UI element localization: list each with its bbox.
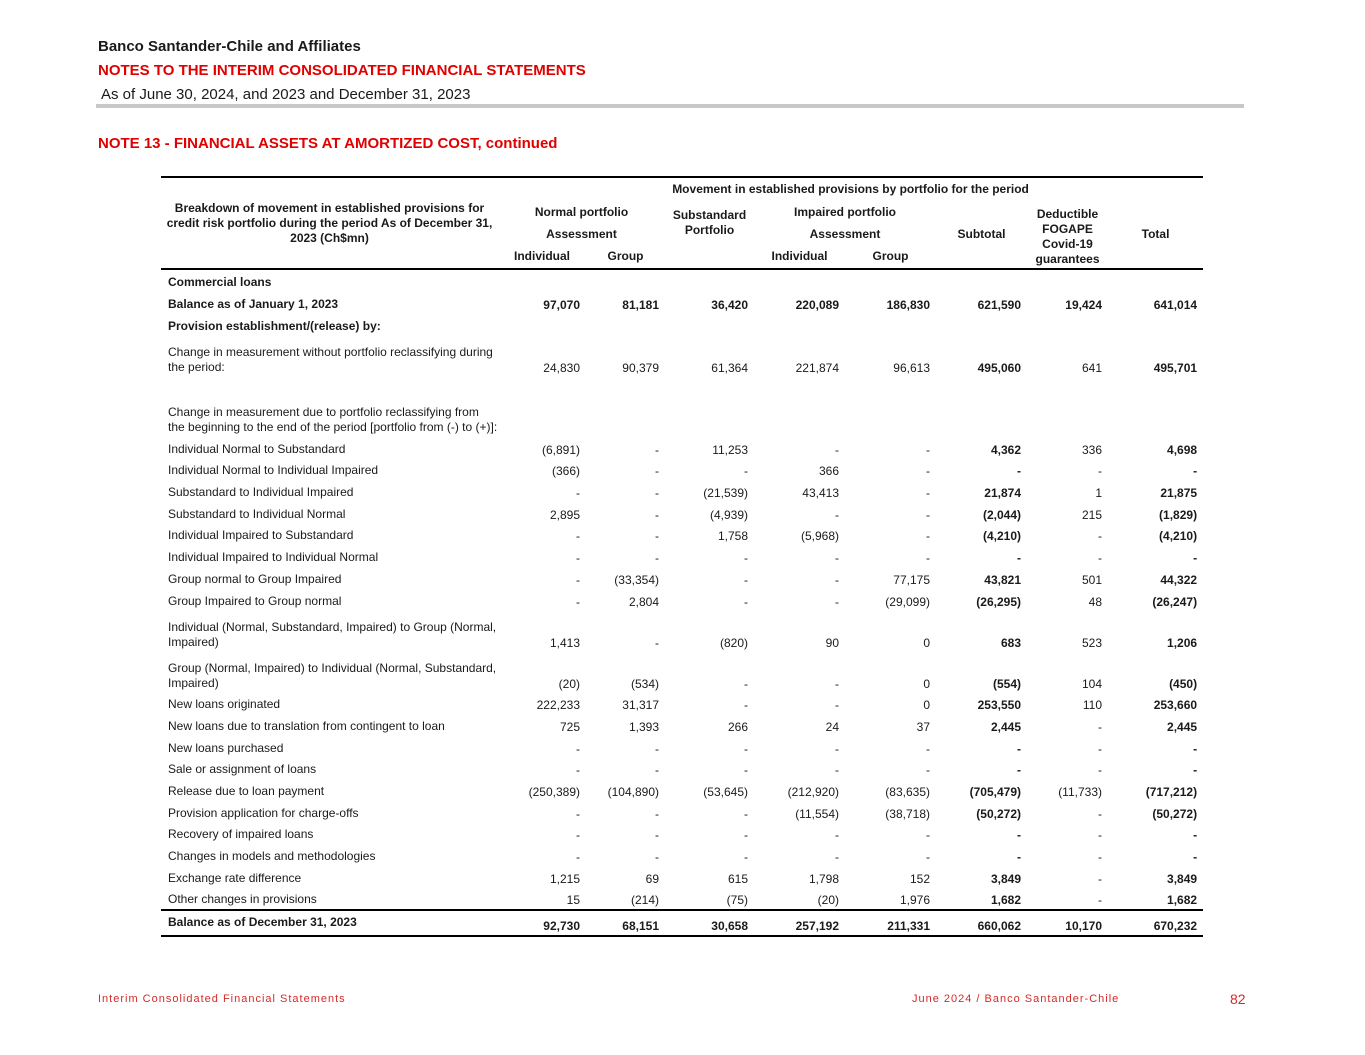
row-label: Individual (Normal, Substandard, Impaired) to Group (Normal, Impaired) bbox=[168, 619, 497, 649]
row-label: Other changes in provisions bbox=[168, 892, 317, 907]
row-value: - bbox=[926, 763, 930, 778]
row-value: - bbox=[1098, 529, 1102, 544]
row-value bbox=[754, 314, 845, 336]
row-label: Change in measurement due to portfolio reclassifying from the beginning to the end of the period [portfolio from (-) to (+)]: bbox=[168, 405, 498, 434]
row-value: - bbox=[1017, 850, 1021, 864]
row-value: (5,968) bbox=[800, 529, 839, 544]
row-value: 48 bbox=[1088, 594, 1102, 609]
row-label: Balance as of December 31, 2023 bbox=[161, 910, 498, 936]
table-row bbox=[161, 801, 1203, 823]
row-value: 21,874 bbox=[984, 486, 1021, 501]
row-value: 366 bbox=[818, 464, 839, 479]
column-header-assessment-impaired: Assessment bbox=[809, 226, 881, 241]
row-value bbox=[754, 269, 845, 292]
row-value: (104,890) bbox=[607, 784, 659, 799]
row-value bbox=[498, 377, 586, 437]
row-value: 495,701 bbox=[1153, 361, 1198, 375]
row-value: - bbox=[835, 763, 839, 778]
row-value: - bbox=[1017, 828, 1021, 843]
row-value: (26,247) bbox=[1152, 594, 1198, 609]
row-value: - bbox=[926, 529, 930, 544]
row-value: (2,044) bbox=[982, 507, 1021, 522]
row-label: Change in measurement without portfolio reclassifying during the period: bbox=[168, 345, 493, 374]
row-value bbox=[1108, 314, 1203, 336]
row-value: 253,660 bbox=[1153, 698, 1198, 713]
row-value: 152 bbox=[909, 871, 930, 886]
row-value: - bbox=[655, 828, 659, 843]
row-value: 15 bbox=[566, 893, 580, 908]
row-value: 1,215 bbox=[549, 871, 580, 886]
column-header-movement: Movement in established provisions by portfolio for the period bbox=[498, 177, 1203, 201]
provisions-table bbox=[161, 176, 1203, 937]
row-value: - bbox=[835, 676, 839, 691]
row-value: 725 bbox=[559, 719, 580, 734]
row-value: 1,976 bbox=[899, 893, 930, 908]
row-value: - bbox=[1098, 719, 1102, 734]
row-value: - bbox=[1098, 850, 1102, 864]
row-label: Release due to loan payment bbox=[168, 783, 325, 798]
row-value: (38,718) bbox=[885, 806, 930, 821]
row-value: - bbox=[1017, 741, 1021, 756]
table-body bbox=[161, 269, 1203, 936]
table-row bbox=[161, 292, 1203, 314]
row-value: (1,829) bbox=[1159, 507, 1198, 522]
table-row bbox=[161, 336, 1203, 377]
row-value: 44,322 bbox=[1160, 572, 1198, 587]
row-value: - bbox=[1193, 464, 1198, 479]
row-value: - bbox=[744, 806, 748, 821]
row-value: - bbox=[744, 464, 748, 479]
row-value: 30,658 bbox=[665, 910, 754, 936]
row-value: - bbox=[744, 850, 748, 864]
row-value: - bbox=[655, 741, 659, 756]
row-value bbox=[586, 377, 665, 437]
row-value: (705,479) bbox=[969, 784, 1021, 799]
table-row bbox=[161, 652, 1203, 693]
row-value: - bbox=[576, 572, 580, 587]
row-value bbox=[586, 269, 665, 292]
row-value: - bbox=[1017, 763, 1021, 778]
row-value: - bbox=[1098, 551, 1102, 566]
row-label: Exchange rate difference bbox=[168, 870, 302, 885]
column-header-description: Breakdown of movement in established provisions for credit risk portfolio during the period As of December 31, 2023 (Ch$mn) bbox=[161, 177, 498, 269]
row-value: - bbox=[835, 594, 839, 609]
note-title: NOTE 13 - FINANCIAL ASSETS AT AMORTIZED COST, continued bbox=[98, 135, 558, 152]
row-label: Commercial loans bbox=[168, 275, 272, 289]
row-value: (11,554) bbox=[795, 806, 839, 821]
row-value: 266 bbox=[727, 719, 748, 734]
row-value: - bbox=[744, 572, 748, 587]
row-value: - bbox=[655, 763, 659, 778]
row-value: - bbox=[576, 763, 580, 778]
row-value: 11,253 bbox=[712, 442, 748, 457]
row-value: 43,413 bbox=[802, 486, 839, 501]
row-value: - bbox=[835, 442, 839, 457]
row-value: - bbox=[835, 698, 839, 713]
row-value: (212,920) bbox=[787, 784, 839, 799]
row-value: - bbox=[576, 828, 580, 843]
footer-right: June 2024 / Banco Santander-Chile bbox=[912, 993, 1120, 1005]
table-row bbox=[161, 714, 1203, 736]
row-value: 69 bbox=[645, 871, 659, 886]
row-value: 68,151 bbox=[586, 910, 665, 936]
row-value: - bbox=[744, 551, 748, 566]
row-value: 336 bbox=[1081, 442, 1102, 457]
row-value bbox=[498, 269, 586, 292]
row-value: - bbox=[1017, 464, 1021, 479]
row-value: - bbox=[1193, 741, 1198, 756]
row-label: Substandard to Individual Normal bbox=[168, 506, 346, 521]
row-value: - bbox=[1098, 871, 1102, 886]
row-label: New loans due to translation from contingent to loan bbox=[168, 718, 445, 733]
row-value: (29,099) bbox=[885, 594, 930, 609]
row-label: Individual Normal to Substandard bbox=[168, 441, 346, 456]
row-label: Individual Impaired to Substandard bbox=[168, 528, 354, 543]
row-value: - bbox=[655, 442, 659, 457]
row-value: 670,232 bbox=[1108, 910, 1203, 936]
row-value: - bbox=[1098, 828, 1102, 843]
row-value: - bbox=[576, 486, 580, 501]
row-value: 186,830 bbox=[886, 298, 930, 312]
row-label: Balance as of January 1, 2023 bbox=[168, 297, 339, 311]
row-value: 2,804 bbox=[628, 594, 659, 609]
row-value: 104 bbox=[1081, 676, 1102, 691]
row-value: 1,393 bbox=[628, 719, 659, 734]
row-value: (820) bbox=[719, 635, 748, 650]
row-value: 92,730 bbox=[498, 910, 586, 936]
row-value: - bbox=[835, 572, 839, 587]
row-value bbox=[1027, 269, 1108, 292]
row-value: - bbox=[1098, 763, 1102, 778]
row-value: - bbox=[576, 850, 580, 864]
row-value: - bbox=[1193, 551, 1198, 566]
table-row bbox=[161, 502, 1203, 524]
row-value: (250,389) bbox=[528, 784, 580, 799]
row-value: 1,413 bbox=[549, 635, 580, 650]
row-value: 3,849 bbox=[990, 871, 1021, 886]
row-value: - bbox=[1193, 828, 1198, 843]
row-value: 90 bbox=[825, 635, 839, 650]
row-value: (83,635) bbox=[885, 784, 930, 799]
row-value: - bbox=[1098, 893, 1102, 908]
column-header-group-impaired: Group bbox=[845, 245, 936, 269]
page-number: 82 bbox=[1230, 991, 1246, 1007]
column-header-subtotal: Subtotal bbox=[936, 201, 1027, 269]
row-value: 615 bbox=[727, 871, 748, 886]
row-value: (26,295) bbox=[976, 594, 1021, 609]
row-label: New loans purchased bbox=[168, 740, 284, 755]
row-value: - bbox=[926, 507, 930, 522]
row-value: 641,014 bbox=[1153, 298, 1198, 312]
row-value bbox=[754, 377, 845, 437]
row-value: 43,821 bbox=[984, 572, 1021, 587]
row-value: - bbox=[655, 806, 659, 821]
row-value: 24 bbox=[825, 719, 839, 734]
row-value: - bbox=[926, 442, 930, 457]
row-value: 2,445 bbox=[990, 719, 1021, 734]
table-row bbox=[161, 377, 1203, 437]
table-row bbox=[161, 693, 1203, 715]
table-row bbox=[161, 589, 1203, 611]
row-value: 0 bbox=[923, 635, 930, 650]
row-value: (554) bbox=[992, 676, 1021, 691]
row-value: (4,939) bbox=[709, 507, 748, 522]
row-value: 4,362 bbox=[990, 442, 1021, 457]
row-value: 222,233 bbox=[536, 698, 580, 713]
row-value bbox=[665, 269, 754, 292]
row-value: 96,613 bbox=[893, 361, 930, 375]
row-label: New loans originated bbox=[168, 697, 281, 712]
row-value: 24,830 bbox=[543, 361, 580, 375]
row-value: (20) bbox=[558, 676, 580, 691]
table-row bbox=[161, 545, 1203, 567]
row-value: 1,682 bbox=[990, 893, 1021, 908]
row-label: Group (Normal, Impaired) to Individual (Normal, Substandard, Impaired) bbox=[168, 660, 497, 690]
row-value: 211,331 bbox=[845, 910, 936, 936]
column-header-individual-impaired: Individual bbox=[754, 245, 845, 269]
row-value: (50,272) bbox=[1152, 806, 1198, 821]
row-label: Provision application for charge-offs bbox=[168, 805, 359, 820]
row-value: 220,089 bbox=[795, 298, 839, 312]
row-value: (366) bbox=[551, 464, 580, 479]
column-header-normal-portfolio: Normal portfolio bbox=[534, 204, 629, 219]
row-value: 81,181 bbox=[622, 298, 659, 312]
row-value: 2,895 bbox=[549, 507, 580, 522]
row-value bbox=[845, 269, 936, 292]
row-value: 621,590 bbox=[977, 298, 1021, 312]
row-value: - bbox=[655, 551, 659, 566]
row-value: - bbox=[1193, 850, 1198, 864]
row-label: Group Impaired to Group normal bbox=[168, 593, 342, 608]
row-value: - bbox=[744, 698, 748, 713]
row-value: - bbox=[1098, 806, 1102, 821]
row-value: 21,875 bbox=[1160, 486, 1198, 501]
row-value: - bbox=[655, 850, 659, 864]
row-value: (717,212) bbox=[1145, 784, 1198, 799]
row-value: - bbox=[655, 635, 659, 650]
row-value: - bbox=[926, 486, 930, 501]
row-value: 0 bbox=[923, 676, 930, 691]
row-value bbox=[586, 314, 665, 336]
column-header-substandard: Substandard Portfolio bbox=[672, 208, 747, 237]
row-value: - bbox=[576, 594, 580, 609]
row-value: 97,070 bbox=[543, 298, 580, 312]
row-value: - bbox=[744, 594, 748, 609]
row-value: - bbox=[926, 850, 930, 864]
row-value: - bbox=[655, 486, 659, 501]
row-value: (53,645) bbox=[703, 784, 748, 799]
row-value: - bbox=[926, 828, 930, 843]
row-value: 19,424 bbox=[1065, 298, 1102, 312]
table-row bbox=[161, 844, 1203, 866]
row-label: Substandard to Individual Impaired bbox=[168, 485, 354, 500]
row-value bbox=[498, 314, 586, 336]
row-value bbox=[845, 377, 936, 437]
row-value bbox=[1027, 314, 1108, 336]
row-value: 1,758 bbox=[717, 529, 748, 544]
row-value: (75) bbox=[726, 893, 748, 908]
row-value: 501 bbox=[1081, 572, 1102, 587]
row-label: Changes in models and methodologies bbox=[168, 849, 376, 863]
row-value: 4,698 bbox=[1167, 442, 1198, 457]
header-divider bbox=[96, 104, 1244, 108]
row-value: 110 bbox=[1082, 698, 1102, 713]
row-value: 660,062 bbox=[936, 910, 1027, 936]
row-value bbox=[936, 314, 1027, 336]
table-header bbox=[161, 177, 1203, 269]
row-value: (21,539) bbox=[703, 486, 748, 501]
row-value: - bbox=[655, 507, 659, 522]
row-value: - bbox=[1017, 551, 1021, 566]
row-value: - bbox=[576, 741, 580, 756]
row-value: - bbox=[835, 507, 839, 522]
row-value: (11,733) bbox=[1058, 784, 1102, 799]
table-row bbox=[161, 758, 1203, 780]
row-value: 1 bbox=[1095, 486, 1102, 501]
row-label: Individual Normal to Individual Impaired bbox=[168, 463, 379, 478]
footer-left: Interim Consolidated Financial Statements bbox=[98, 993, 346, 1005]
table-row bbox=[161, 611, 1203, 652]
row-value bbox=[936, 269, 1027, 292]
row-value: - bbox=[744, 763, 748, 778]
row-value: 523 bbox=[1081, 635, 1102, 650]
column-header-group-normal: Group bbox=[586, 245, 665, 269]
row-value bbox=[1108, 377, 1203, 437]
table-row bbox=[161, 480, 1203, 502]
table-row bbox=[161, 437, 1203, 459]
table-row bbox=[161, 736, 1203, 758]
row-value: - bbox=[835, 850, 839, 864]
row-value: (4,210) bbox=[1159, 529, 1198, 544]
row-value: - bbox=[1098, 464, 1102, 479]
row-value: 221,874 bbox=[795, 361, 839, 375]
row-label: Recovery of impaired loans bbox=[168, 827, 314, 842]
row-value: - bbox=[1193, 763, 1198, 778]
row-value: 61,364 bbox=[711, 361, 748, 375]
row-value: 683 bbox=[1000, 635, 1021, 650]
row-value: 31,317 bbox=[622, 698, 659, 713]
row-value: (4,210) bbox=[982, 529, 1021, 544]
table-row bbox=[161, 567, 1203, 589]
period-subtitle: As of June 30, 2024, and 2023 and December 31, 2023 bbox=[101, 86, 471, 103]
row-value: 2,445 bbox=[1167, 719, 1198, 734]
row-value: - bbox=[835, 551, 839, 566]
table-row bbox=[161, 779, 1203, 801]
row-value: - bbox=[926, 551, 930, 566]
row-label: Sale or assignment of loans bbox=[168, 762, 317, 777]
column-header-impaired-portfolio: Impaired portfolio bbox=[794, 204, 896, 219]
table-row bbox=[161, 888, 1203, 911]
row-value: 3,849 bbox=[1167, 871, 1198, 886]
row-value: (20) bbox=[817, 893, 839, 908]
table-total-row bbox=[161, 910, 1203, 936]
row-value bbox=[1108, 269, 1203, 292]
row-value: 257,192 bbox=[754, 910, 845, 936]
row-value: (33,354) bbox=[614, 572, 659, 587]
row-label: Individual Impaired to Individual Normal bbox=[168, 550, 379, 565]
row-value: - bbox=[576, 806, 580, 821]
row-value: (50,272) bbox=[976, 806, 1021, 821]
row-value: 215 bbox=[1081, 507, 1102, 522]
row-value: (6,891) bbox=[541, 442, 580, 457]
row-value: - bbox=[744, 828, 748, 843]
row-value: 1,206 bbox=[1167, 635, 1198, 650]
row-value: 37 bbox=[916, 719, 930, 734]
row-value: (450) bbox=[1169, 676, 1198, 691]
row-value: (214) bbox=[630, 893, 659, 908]
row-label: Group normal to Group Impaired bbox=[168, 571, 342, 586]
row-value: - bbox=[576, 551, 580, 566]
row-value: - bbox=[744, 741, 748, 756]
table-row bbox=[161, 823, 1203, 845]
row-value: - bbox=[926, 464, 930, 479]
row-value: 0 bbox=[923, 698, 930, 713]
row-value: 495,060 bbox=[977, 361, 1021, 375]
row-label: Provision establishment/(release) by: bbox=[168, 319, 381, 333]
row-value bbox=[845, 314, 936, 336]
row-value: - bbox=[835, 741, 839, 756]
row-value: 36,420 bbox=[711, 298, 748, 312]
row-value: 641 bbox=[1081, 361, 1102, 375]
table-row bbox=[161, 269, 1203, 292]
row-value: 10,170 bbox=[1027, 910, 1108, 936]
column-header-total: Total bbox=[1108, 201, 1203, 269]
column-header-deductible: Deductible FOGAPE Covid-19 guarantees bbox=[1027, 201, 1108, 269]
row-value: - bbox=[655, 529, 659, 544]
row-value: 1,682 bbox=[1167, 893, 1198, 908]
row-value: 1,798 bbox=[808, 871, 839, 886]
notes-title: NOTES TO THE INTERIM CONSOLIDATED FINANCIAL STATEMENTS bbox=[98, 62, 586, 79]
row-value: - bbox=[576, 529, 580, 544]
row-value bbox=[665, 377, 754, 437]
table-row bbox=[161, 524, 1203, 546]
table-row bbox=[161, 866, 1203, 888]
row-value: 77,175 bbox=[893, 572, 930, 587]
row-value: - bbox=[744, 676, 748, 691]
row-value bbox=[1027, 377, 1108, 437]
table-row bbox=[161, 459, 1203, 481]
row-value: 253,550 bbox=[977, 698, 1021, 713]
company-name: Banco Santander-Chile and Affiliates bbox=[98, 38, 361, 55]
column-header-individual-normal: Individual bbox=[498, 245, 586, 269]
row-value: - bbox=[835, 828, 839, 843]
row-value: - bbox=[926, 741, 930, 756]
row-value bbox=[665, 314, 754, 336]
table-row bbox=[161, 314, 1203, 336]
column-header-assessment-normal: Assessment bbox=[546, 226, 617, 241]
row-value: 90,379 bbox=[622, 361, 659, 375]
row-value: - bbox=[1098, 741, 1102, 756]
row-value bbox=[936, 377, 1027, 437]
row-value: - bbox=[655, 464, 659, 479]
row-value: (534) bbox=[630, 676, 659, 691]
